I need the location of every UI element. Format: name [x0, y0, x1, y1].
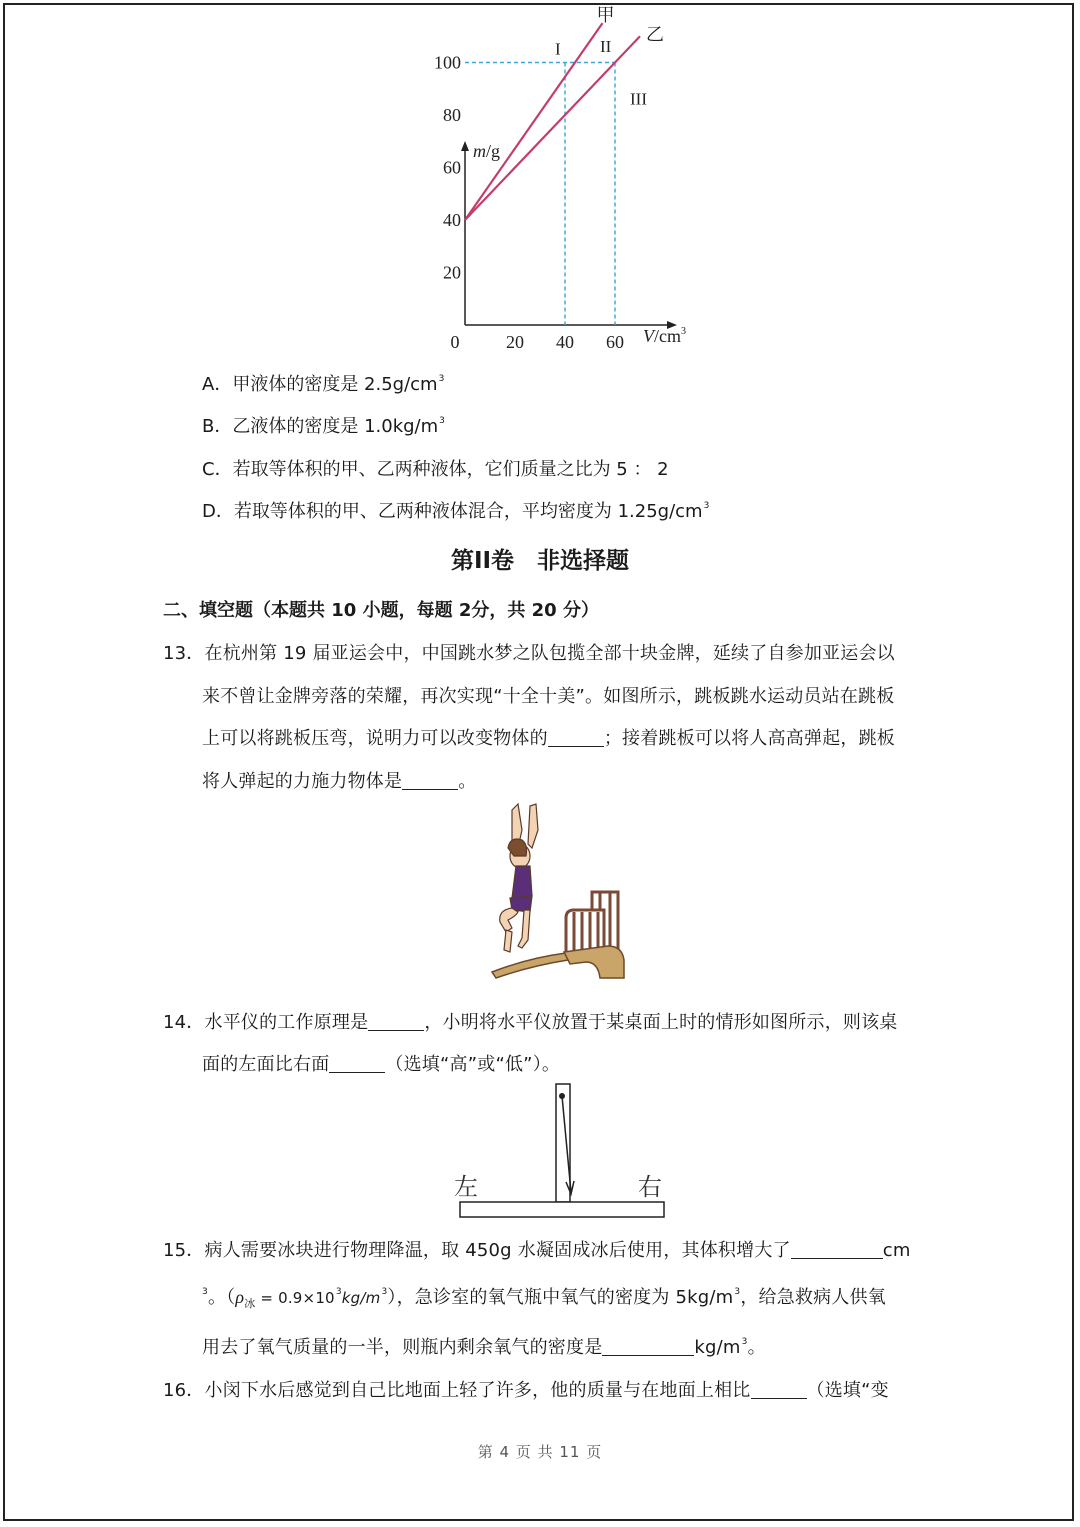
left-label: 左 — [454, 1175, 478, 1201]
q14-line2: 面的左面比右面 （选填“高”或“低”）。 — [202, 1054, 561, 1075]
q13-blank-2[interactable] — [402, 771, 458, 790]
q13-line3: 上可以将跳板压弯，说明力可以改变物体的 ；接着跳板可以将人高高弹起，跳板 — [202, 728, 896, 749]
y-axis-label: m/g — [473, 141, 501, 161]
y-tick-40: 40 — [443, 210, 461, 230]
series-label-1: 乙 — [646, 24, 664, 45]
y-tick-20: 20 — [443, 262, 461, 283]
q13-blank-1[interactable] — [548, 728, 604, 747]
diver-figure — [500, 804, 538, 952]
q15-line2: $^3$。$(\rho_冰 = 0.9\times 10^3kg/m^3)$，急诊室的氧气瓶中氧气的密度为 $5kg/m^3$，给急救病人供氧 — [202, 1287, 886, 1310]
q15-line3: 用去了氧气质量的一半，则瓶内剩余氧气的密度是 $kg/m^3$。 — [202, 1337, 766, 1358]
region-label-2: II — [600, 37, 612, 56]
option-d: D．若取等体积的甲、乙两种液体混合，平均密度为 $1.25g/cm^3$ — [202, 501, 710, 522]
board-base — [564, 946, 624, 978]
y-tick-100: 100 — [434, 52, 461, 73]
y-axis-arrow — [461, 141, 469, 151]
page-footer: 第 4 页 共 11 页 — [477, 1443, 603, 1461]
region-label-3: III — [630, 89, 647, 109]
q14-blank-1[interactable] — [368, 1012, 424, 1031]
q13-line4: 将人弹起的力施力物体是 。 — [202, 771, 477, 792]
part-title: 第II卷 非选择题 — [450, 548, 630, 574]
q14-line1: 14．水平仪的工作原理是 ，小明将水平仪放置于某桌面上时的情形如图所示，则该桌 — [163, 1012, 898, 1033]
x-tick-40: 40 — [556, 332, 574, 352]
q14-blank-2[interactable] — [329, 1054, 385, 1073]
x-tick-60: 60 — [606, 332, 624, 352]
y-tick-80: 80 — [443, 105, 461, 125]
right-label: 右 — [638, 1175, 662, 1201]
q16-blank-1[interactable] — [751, 1380, 807, 1399]
mass-volume-chart — [420, 5, 700, 360]
option-b: B．乙液体的密度是 $1.0kg/m^3$ — [202, 416, 445, 437]
series-label-0: 甲 — [596, 5, 615, 26]
table-surface — [460, 1202, 664, 1217]
springboard — [492, 953, 568, 978]
q13-line2: 来不曾让金牌旁落的荣耀，再次实现“十全十美”。如图所示，跳板跳水运动员站在跳板 — [202, 686, 895, 707]
y-tick-60: 60 — [443, 157, 461, 178]
option-c: C．若取等体积的甲、乙两种液体，它们质量之比为 5 ： 2 — [202, 459, 669, 480]
diver-illustration — [488, 800, 630, 980]
section-title: 二、填空题（本题共 10 小题，每题 2分，共 20 分） — [163, 600, 599, 621]
q13-line1: 13．在杭州第 19 届亚运会中，中国跳水梦之队包揽全部十块金牌，延续了自参加亚运会以 — [163, 643, 895, 664]
q16-line1: 16．小闵下水后感觉到自己比地面上轻了许多，他的质量与在地面上相比 （选填“变 — [163, 1380, 889, 1401]
q15-blank-2[interactable] — [602, 1337, 694, 1356]
q15-blank-1[interactable] — [791, 1240, 883, 1259]
level-instrument-figure — [450, 1082, 670, 1222]
region-label-1: I — [555, 39, 561, 59]
q15-line1: 15．病人需要冰块进行物理降温，取 450g 水凝固成冰后使用，其体积增大了 cm — [163, 1240, 911, 1261]
origin-label: 0 — [450, 332, 460, 352]
option-a: A．甲液体的密度是 $2.5g/cm^3$ — [202, 374, 445, 395]
x-tick-20: 20 — [506, 332, 524, 352]
x-axis-label: $V/cm^3$ — [643, 326, 686, 346]
